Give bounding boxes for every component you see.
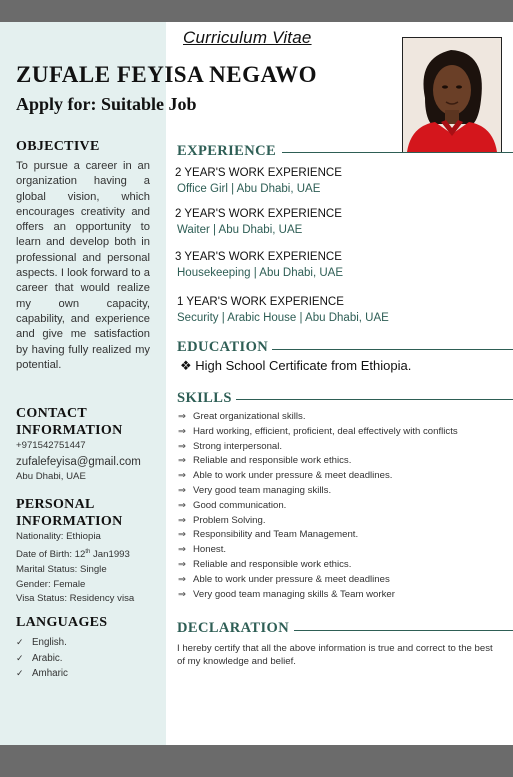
- arrow-right-icon: ⇒: [178, 573, 187, 585]
- languages-section: [16, 614, 150, 682]
- personal-heading-line2: INFORMATION: [16, 514, 123, 529]
- personal-section: [16, 496, 150, 607]
- skill-item: ⇒ Responsibility and Team Management.: [178, 528, 458, 543]
- apply-for: Apply for: Suitable Job: [16, 94, 197, 114]
- candidate-name: ZUFALE FEYISA NEGAWO: [16, 62, 317, 87]
- languages-heading: LANGUAGES: [16, 615, 108, 630]
- skills-divider: [236, 399, 513, 400]
- arrow-right-icon: ⇒: [178, 544, 187, 556]
- date-of-birth: [16, 545, 150, 563]
- skill-item: ⇒ Reliable and responsible work ethics.: [178, 454, 458, 469]
- arrow-right-icon: ⇒: [178, 484, 187, 496]
- visa-status: Visa Status: Residency visa: [16, 593, 135, 605]
- education-divider: [272, 349, 513, 350]
- skill-item: ⇒ Very good team managing skills & Team worker: [178, 588, 458, 603]
- cv-page: [0, 22, 513, 745]
- experience-divider: [282, 152, 513, 153]
- contact-location: Abu Dhabi, UAE: [16, 470, 86, 482]
- contact-heading-line1: CONTACT: [16, 406, 88, 421]
- experience-role: Office Girl | Abu Dhabi, UAE: [177, 183, 321, 195]
- arrow-right-icon: ⇒: [178, 440, 187, 452]
- contact-email: zufalefeyisa@gmail.com: [16, 455, 141, 468]
- marital-status: Marital Status: Single: [16, 563, 107, 575]
- arrow-right-icon: ⇒: [178, 470, 187, 482]
- skill-item: ⇒ Good communication.: [178, 499, 458, 514]
- objective-heading: OBJECTIVE: [16, 139, 100, 154]
- arrow-right-icon: ⇒: [178, 558, 187, 570]
- skill-item: ⇒ Very good team managing skills.: [178, 484, 458, 499]
- experience-title: 2 YEAR'S WORK EXPERIENCE: [175, 167, 342, 179]
- dob-suffix: Jan1993: [90, 548, 130, 560]
- experience-item: [175, 207, 342, 238]
- arrow-right-icon: ⇒: [178, 514, 187, 526]
- contact-section: [16, 405, 150, 485]
- skill-item: ⇒ Strong interpersonal.: [178, 440, 458, 455]
- experience-role: Housekeeping | Abu Dhabi, UAE: [177, 267, 344, 279]
- skill-item: ⇒ Honest.: [178, 543, 458, 558]
- experience-item: [175, 295, 389, 326]
- nationality: Nationality: Ethiopia: [16, 531, 101, 542]
- experience-title: 2 YEAR'S WORK EXPERIENCE: [175, 208, 342, 220]
- check-icon: ✓: [16, 668, 24, 678]
- skill-item: ⇒ Able to work under pressure & meet deadlines: [178, 573, 458, 588]
- experience-role: Waiter | Abu Dhabi, UAE: [177, 224, 303, 236]
- profile-photo: [402, 37, 502, 153]
- declaration-divider: [294, 630, 513, 631]
- experience-heading: EXPERIENCE: [177, 143, 277, 159]
- skill-item: ⇒ Able to work under pressure & meet deadlines.: [178, 469, 458, 484]
- gender: Gender: Female: [16, 578, 86, 590]
- declaration-text: I hereby certify that all the above information is true and correct to the best of my knowledge and belief.: [177, 643, 493, 667]
- arrow-right-icon: ⇒: [178, 499, 187, 511]
- arrow-right-icon: ⇒: [178, 411, 187, 422]
- experience-item: [175, 166, 342, 197]
- experience-title: 1 YEAR'S WORK EXPERIENCE: [177, 296, 344, 308]
- contact-heading-line2: INFORMATION: [16, 423, 123, 438]
- education-item: ❖ High School Certificate from Ethiopia.: [180, 358, 412, 373]
- language-item: ✓ Amharic: [16, 668, 68, 679]
- skills-list: [178, 410, 458, 602]
- arrow-right-icon: ⇒: [178, 425, 187, 437]
- skills-heading: SKILLS: [177, 390, 232, 406]
- dob-sup: th: [85, 548, 91, 555]
- arrow-right-icon: ⇒: [178, 529, 187, 541]
- contact-phone: +971542751447: [16, 440, 86, 451]
- skill-item: ⇒ Reliable and responsible work ethics.: [178, 558, 458, 573]
- experience-item: [175, 250, 343, 281]
- objective-text: To pursue a career in an organization having a global vision, which encourages creativity and offers an opportunity to learn and develop both in professional and personal aspects. I look forward to a career that would realize my own capacity, capability, and experience and give me satisfaction by having fully realized my potential.: [16, 160, 150, 371]
- doc-title: Curriculum Vitae: [183, 28, 312, 47]
- education-heading: EDUCATION: [177, 339, 269, 355]
- skill-item: ⇒ Problem Solving.: [178, 514, 458, 529]
- personal-heading-line1: PERSONAL: [16, 497, 95, 512]
- experience-title: 3 YEAR'S WORK EXPERIENCE: [175, 251, 342, 263]
- skill-item: ⇒ Great organizational skills.: [178, 410, 458, 425]
- experience-role: Security | Arabic House | Abu Dhabi, UAE: [177, 312, 389, 324]
- languages-list: [16, 635, 150, 682]
- language-item: ✓ Arabic.: [16, 652, 63, 664]
- language-item: ✓ English.: [16, 637, 67, 648]
- portrait-image: [403, 38, 501, 152]
- objective-section: [16, 138, 150, 373]
- declaration-heading: DECLARATION: [177, 620, 290, 636]
- check-icon: ✓: [16, 652, 24, 663]
- skill-item: ⇒ Hard working, efficient, proficient, deal effectively with conflicts: [178, 425, 458, 440]
- dob-prefix: Date of Birth: 12: [16, 548, 86, 560]
- arrow-right-icon: ⇒: [178, 588, 187, 600]
- check-icon: ✓: [16, 637, 24, 647]
- arrow-right-icon: ⇒: [178, 455, 187, 467]
